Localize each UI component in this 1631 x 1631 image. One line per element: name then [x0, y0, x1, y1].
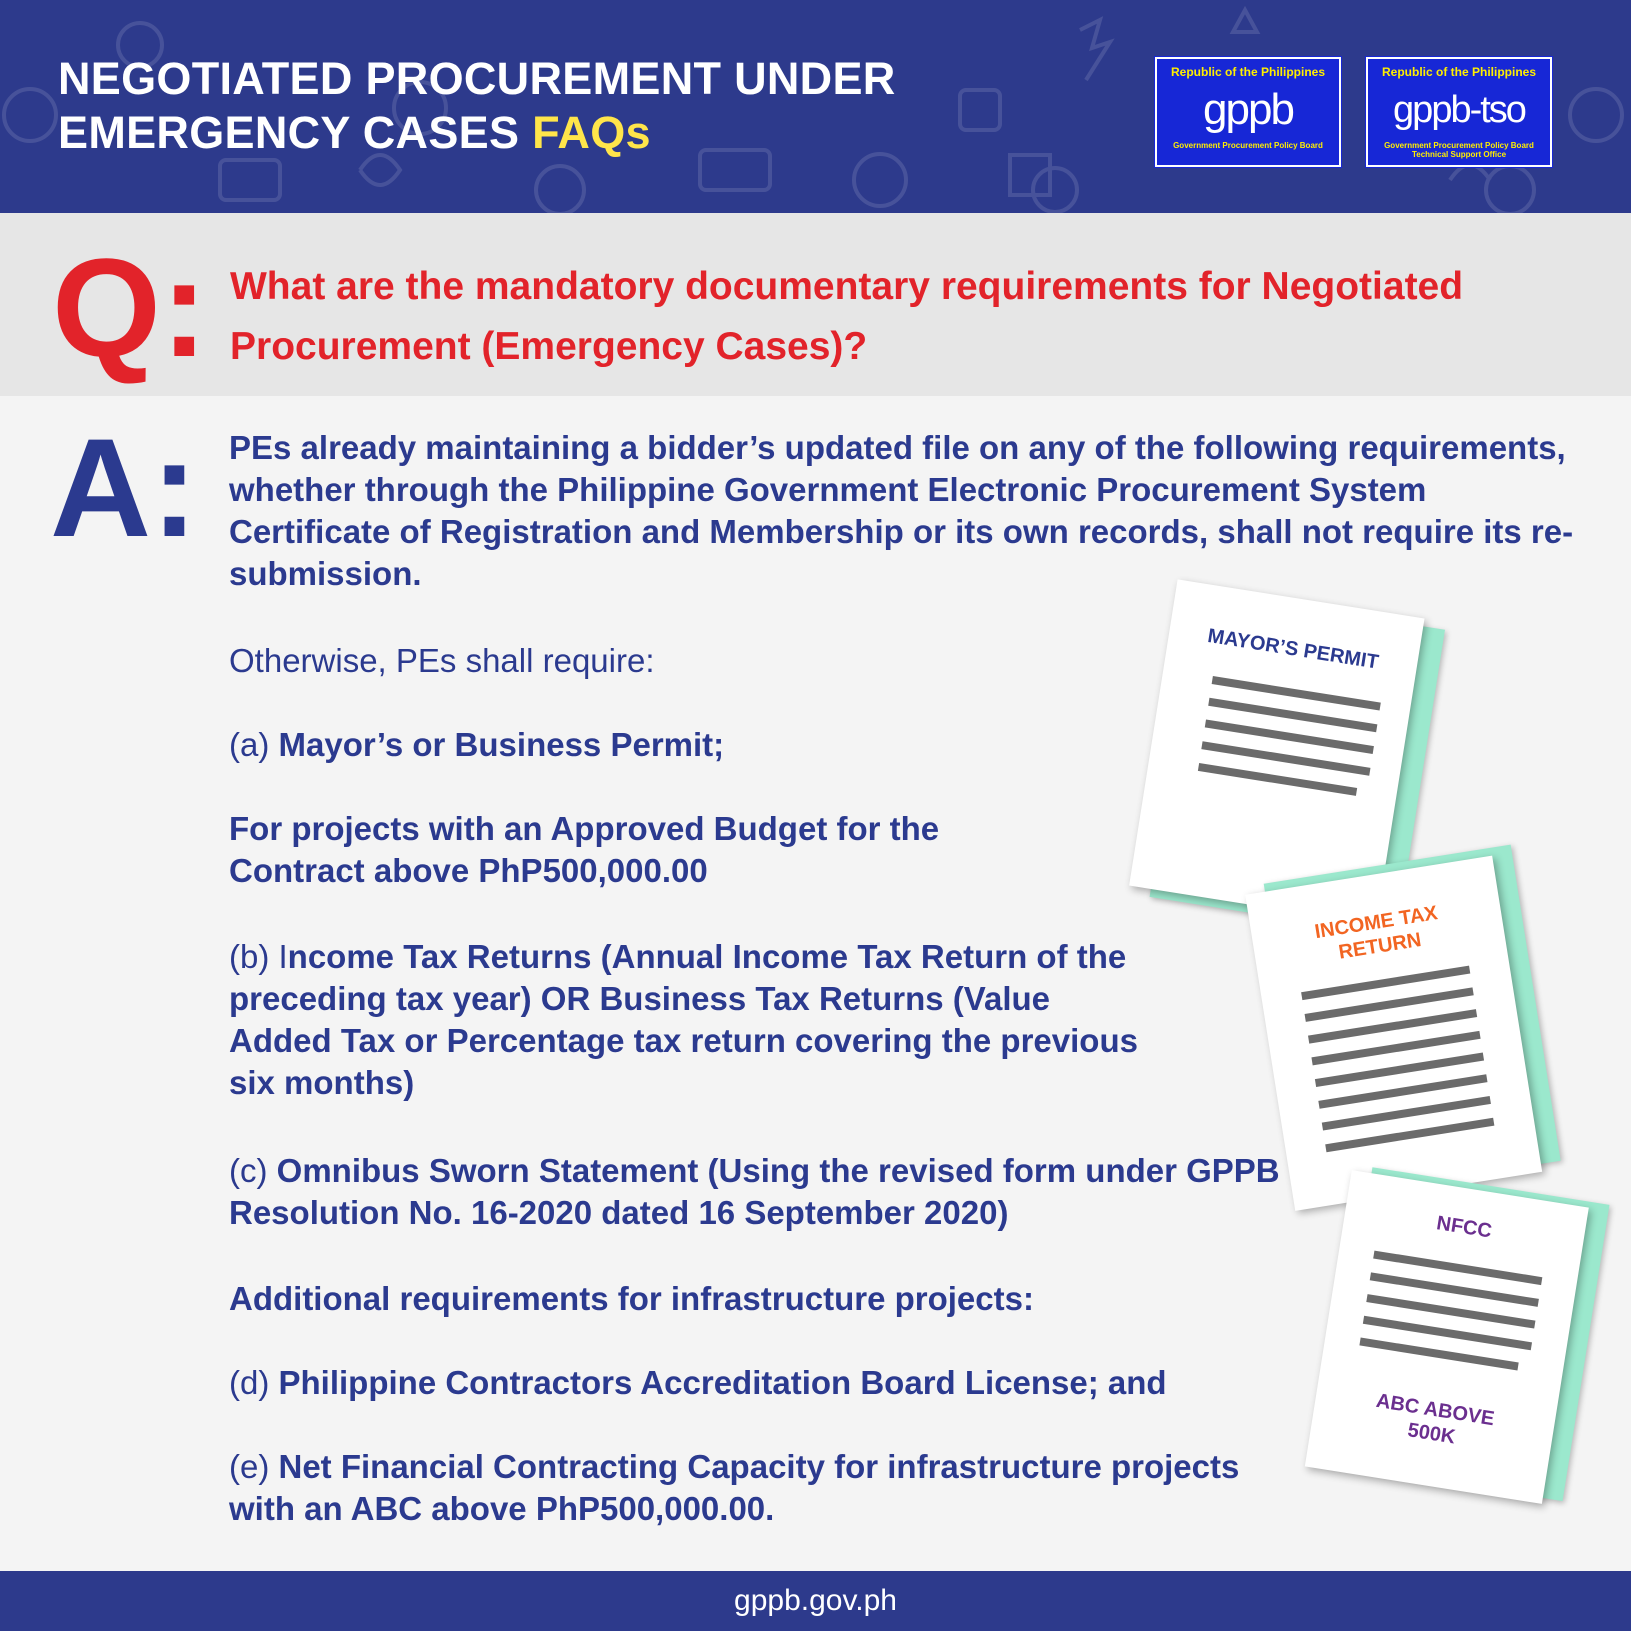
item-text: Mayor’s or Business Permit; [278, 726, 725, 763]
nfcc-document-icon [1302, 1170, 1629, 1530]
infra-note: Additional requirements for infrastructure projects: [229, 1280, 1034, 1317]
question-text: What are the mandatory documentary requirements for Negotiated Procurement (Emergency Cases)? [230, 265, 1464, 368]
website-link[interactable]: gppb.gov.ph [734, 1584, 897, 1617]
logo-top-text: Republic of the Philippines [1381, 65, 1536, 79]
item-prefix: (a) [229, 726, 279, 763]
item-text: Philippine Contractors Accreditation Board License; and [278, 1364, 1167, 1401]
doc-label: INCOME TAX RETURN [1313, 902, 1440, 964]
logo-mark: gppb-tso [1393, 89, 1525, 131]
item-prefix: (e) [229, 1448, 279, 1485]
answer-letter: A: [50, 409, 198, 566]
title-line-2 [58, 106, 896, 160]
requirement-c [229, 1150, 1309, 1234]
footer-bar [0, 1571, 1631, 1631]
logo-mark: gppb [1203, 85, 1293, 134]
gppb-tso-logo [1366, 57, 1552, 167]
item-text: ncome Tax Returns (Annual Income Tax Return of the preceding tax year) OR Business Tax Returns (Value Added Tax or Percentage tax return covering the previous six months) [229, 938, 1138, 1101]
requirement-d [229, 1362, 1167, 1404]
requirement-e [229, 1446, 1249, 1530]
logo-bottom-text: Government Procurement Policy Board [1173, 141, 1323, 150]
doc-sublabel: ABC ABOVE 500K [1374, 1389, 1496, 1449]
page-title [58, 52, 896, 160]
gppb-logo [1155, 57, 1341, 167]
abc-note: For projects with an Approved Budget for the Contract above PhP500,000.00 [229, 810, 940, 889]
title-line-2-text: EMERGENCY CASES [58, 107, 520, 158]
requirement-b [229, 936, 1149, 1104]
item-prefix: (d) [229, 1364, 279, 1401]
doc-label: MAYOR’S PERMIT [1206, 624, 1381, 674]
item-text: Omnibus Sworn Statement (Using the revised form under GPPB Resolution No. 16-2020 dated 16 September 2020) [229, 1152, 1280, 1231]
item-prefix: (b) I [229, 938, 288, 975]
otherwise-text: Otherwise, PEs shall require: [229, 642, 655, 679]
doc-label: NFCC [1435, 1212, 1494, 1243]
answer-intro: PEs already maintaining a bidder’s updated file on any of the following requirements, whether through the Philippine Government Electronic Procurement System Certificate of Registration and Membership or its own records, shall not require its re-submission. [229, 429, 1574, 592]
item-prefix: (c) [229, 1152, 277, 1189]
requirement-a [229, 724, 724, 766]
logo-top-text: Republic of the Philippines [1170, 65, 1325, 79]
title-faqs-highlight: FAQs [532, 107, 651, 158]
question-letter: Q: [52, 229, 208, 386]
item-text: Net Financial Contracting Capacity for infrastructure projects with an ABC above PhP500,000.00. [229, 1448, 1240, 1527]
header-banner [0, 0, 1631, 213]
title-line-1: NEGOTIATED PROCUREMENT UNDER [58, 53, 896, 104]
logo-bottom-text: Government Procurement Policy Board Technical Support Office [1384, 141, 1534, 159]
